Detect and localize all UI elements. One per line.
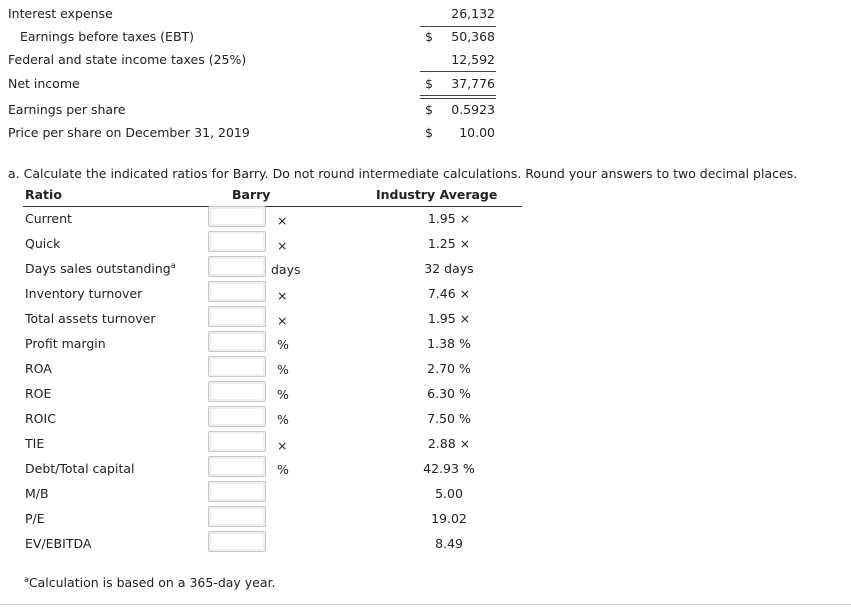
industry-value-roa: 2.70 % <box>427 361 471 376</box>
ratio-label-text: P/E <box>25 511 45 526</box>
currency-sign: $ <box>425 102 433 117</box>
ratio-label-text: Profit margin <box>25 336 106 351</box>
industry-value-roic: 7.50 % <box>427 411 471 426</box>
ratio-label-text: M/B <box>25 486 49 501</box>
income-value: 10.00 <box>459 125 495 140</box>
footnote-marker: a <box>24 575 29 584</box>
ratio-label-roic <box>25 411 56 426</box>
barry-input-profit-margin[interactable] <box>208 331 266 352</box>
header-underline <box>23 206 522 207</box>
income-label: Earnings per share <box>8 102 126 117</box>
ratio-label-p-e <box>25 511 45 526</box>
income-value: 12,592 <box>451 52 495 67</box>
ratio-label-text: ROE <box>25 386 52 401</box>
ratio-label-inventory-turnover <box>25 286 142 301</box>
double-underline-net-income-2 <box>420 98 496 99</box>
industry-value-current: 1.95 × <box>427 211 471 226</box>
industry-value-quick: 1.25 × <box>427 236 471 251</box>
barry-input-p-e[interactable] <box>208 506 266 527</box>
industry-value-days-sales-outstanding: 32 days <box>424 261 474 276</box>
bottom-border <box>0 604 851 605</box>
ratio-label-text: Inventory turnover <box>25 286 143 301</box>
ratio-label-text: Quick <box>25 236 61 251</box>
ratio-label-current <box>25 211 72 226</box>
ratio-label-text: TIE <box>25 436 45 451</box>
barry-input-roic[interactable] <box>208 406 266 427</box>
industry-value-m-b: 5.00 <box>435 486 463 501</box>
currency-sign: $ <box>425 76 433 91</box>
barry-unit: × <box>277 438 288 453</box>
ratio-label-days-sales-outstanding <box>25 261 176 276</box>
underline-interest <box>420 26 496 27</box>
ratio-label-total-assets-turnover <box>25 311 155 326</box>
header-barry: Barry <box>232 187 271 202</box>
industry-value-debt-total-capital: 42.93 % <box>423 461 475 476</box>
ratio-label-roe <box>25 386 51 401</box>
industry-value-profit-margin: 1.38 % <box>427 336 471 351</box>
industry-value-inventory-turnover: 7.46 × <box>427 286 471 301</box>
income-label: Price per share on December 31, 2019 <box>8 125 250 140</box>
income-value: 50,368 <box>451 29 495 44</box>
ratio-label-debt-total-capital <box>25 461 135 476</box>
barry-unit: % <box>277 387 289 402</box>
barry-unit: × <box>277 313 288 328</box>
ratio-label-ev-ebitda <box>25 536 91 551</box>
ratio-label-tie <box>25 436 44 451</box>
industry-value-p-e: 19.02 <box>431 511 467 526</box>
ratio-label-text: ROIC <box>25 411 56 426</box>
barry-unit: × <box>277 288 288 303</box>
barry-input-total-assets-turnover[interactable] <box>208 306 266 327</box>
currency-sign: $ <box>425 29 433 44</box>
industry-value-ev-ebitda: 8.49 <box>435 536 463 551</box>
footnote-text: Calculation is based on a 365-day year. <box>28 575 276 590</box>
barry-input-current[interactable] <box>208 206 266 227</box>
barry-unit: days <box>271 262 301 277</box>
ratio-label-text: ROA <box>25 361 52 376</box>
income-label: Federal and state income taxes (25%) <box>8 52 247 67</box>
ratio-label-quick <box>25 236 60 251</box>
barry-input-roa[interactable] <box>208 356 266 377</box>
barry-unit: × <box>277 238 288 253</box>
barry-input-m-b[interactable] <box>208 481 266 502</box>
ratio-label-text: Current <box>25 211 72 226</box>
ratio-label-m-b <box>25 486 49 501</box>
underline-taxes <box>420 71 496 72</box>
barry-input-quick[interactable] <box>208 231 266 252</box>
income-value: 37,776 <box>451 76 495 91</box>
ratio-label-text: Debt/Total capital <box>25 461 135 476</box>
ratio-label-profit-margin <box>25 336 106 351</box>
industry-value-roe: 6.30 % <box>427 386 471 401</box>
industry-value-total-assets-turnover: 1.95 × <box>427 311 471 326</box>
ratio-label-text: EV/EBITDA <box>25 536 92 551</box>
barry-input-tie[interactable] <box>208 431 266 452</box>
footnote <box>24 575 276 590</box>
barry-input-inventory-turnover[interactable] <box>208 281 266 302</box>
ratio-label-text: Total assets turnover <box>25 311 156 326</box>
ratio-label-roa <box>25 361 52 376</box>
footnote-reference: a <box>170 261 176 270</box>
income-value: 26,132 <box>451 6 495 21</box>
double-underline-net-income-1 <box>420 95 496 96</box>
currency-sign: $ <box>425 125 433 140</box>
industry-value-tie: 2.88 × <box>427 436 471 451</box>
header-industry-average: Industry Average <box>376 187 498 202</box>
income-value: 0.5923 <box>451 102 495 117</box>
barry-unit: × <box>277 213 288 228</box>
income-label: Interest expense <box>8 6 113 21</box>
barry-unit: % <box>277 362 289 377</box>
barry-input-days-sales-outstanding[interactable] <box>208 256 266 277</box>
header-ratio: Ratio <box>25 187 62 202</box>
barry-input-roe[interactable] <box>208 381 266 402</box>
ratio-label-text: Days sales outstanding <box>25 261 171 276</box>
question-text: a. Calculate the indicated ratios for Barry. Do not round intermediate calculations. Round your answers to two decimal places. <box>8 166 798 181</box>
barry-unit: % <box>277 462 289 477</box>
barry-input-debt-total-capital[interactable] <box>208 456 266 477</box>
income-label: Net income <box>8 76 80 91</box>
barry-unit: % <box>277 412 289 427</box>
barry-unit: % <box>277 337 289 352</box>
income-label: Earnings before taxes (EBT) <box>20 29 195 44</box>
barry-input-ev-ebitda[interactable] <box>208 531 266 552</box>
